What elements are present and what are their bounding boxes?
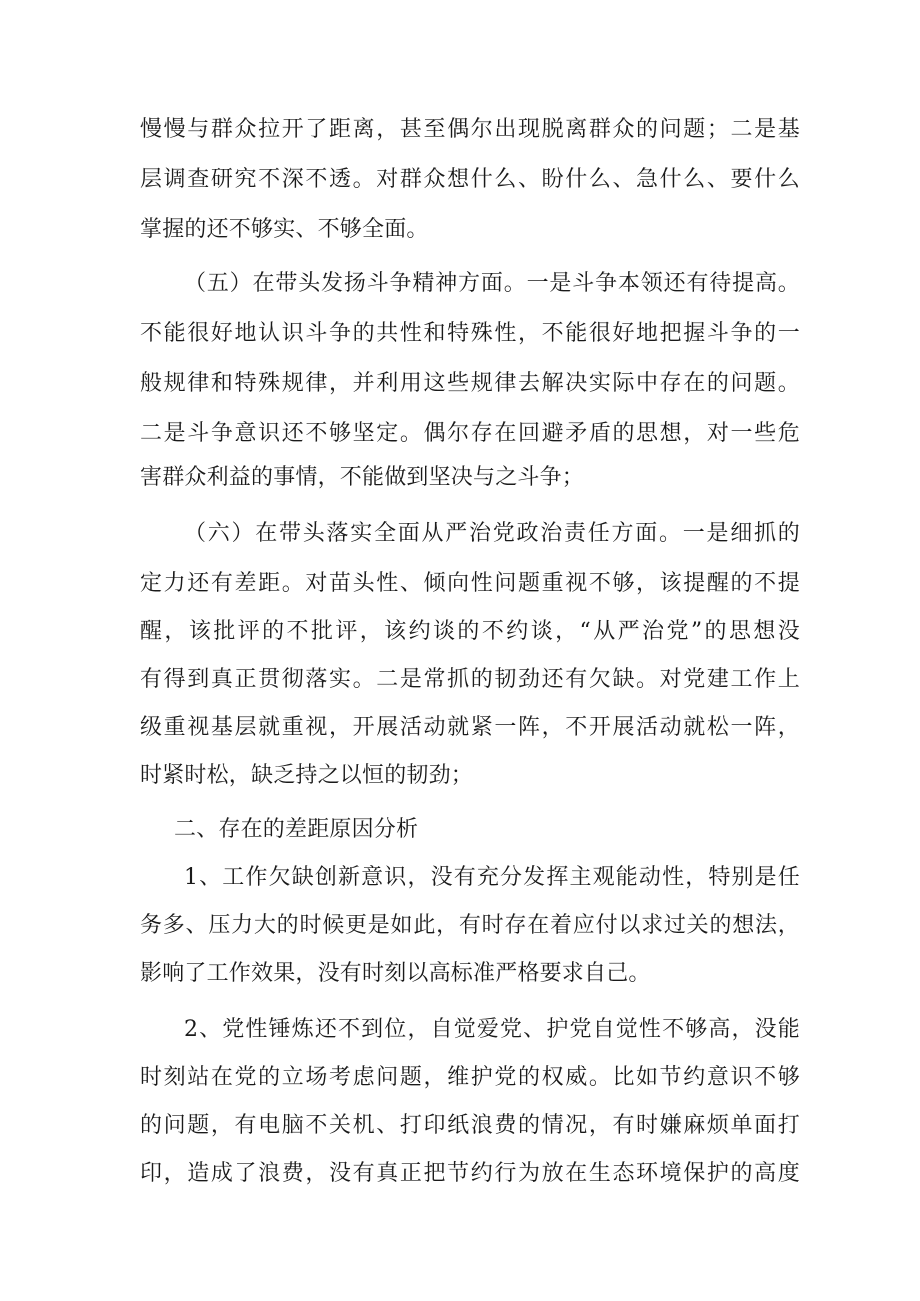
text-line-21: 的问题，有电脑不关机、打印纸浪费的情况，有时嫌麻烦单面打 — [140, 1113, 800, 1138]
text-line-18: 影响了工作效果，没有时刻以高标准严格要求自己。 — [140, 961, 651, 986]
text-line-19: 2、党性锤炼还不到位，自觉爱党、护党自觉性不够高，没能 — [184, 1017, 800, 1042]
text-line-17: 务多、压力大的时候更是如此，有时存在着应付以求过关的想法， — [140, 913, 800, 938]
section-heading: 二、存在的差距原因分析 — [174, 817, 419, 842]
text-line-8: 害群众利益的事情，不能做到坚决与之斗争； — [140, 465, 585, 490]
text-line-11: 醒，该批评的不批评，该约谈的不约谈，“从严治党”的思想没 — [140, 619, 800, 644]
text-line-1: 慢慢与群众拉开了距离，甚至偶尔出现脱离群众的问题；二是基 — [140, 117, 800, 142]
text-line-9: （六）在带头落实全面从严治党政治责任方面。一是细抓的 — [184, 521, 800, 546]
text-line-10: 定力还有差距。对苗头性、倾向性问题重视不够，该提醒的不提 — [140, 571, 800, 596]
text-line-4: （五）在带头发扬斗争精神方面。一是斗争本领还有待提高。 — [184, 271, 800, 296]
text-line-6: 般规律和特殊规律，并利用这些规律去解决实际中存在的问题。 — [140, 371, 800, 396]
text-line-22: 印，造成了浪费，没有真正把节约行为放在生态环境保护的高度 — [140, 1161, 800, 1186]
text-line-16: 1、工作欠缺创新意识，没有充分发挥主观能动性，特别是任 — [184, 865, 800, 890]
text-line-3: 掌握的还不够实、不够全面。 — [140, 217, 429, 242]
text-line-5: 不能很好地认识斗争的共性和特殊性，不能很好地把握斗争的一 — [140, 321, 800, 346]
text-line-14: 时紧时松，缺乏持之以恒的韧劲； — [140, 763, 474, 788]
text-line-12: 有得到真正贯彻落实。二是常抓的韧劲还有欠缺。对党建工作上 — [140, 667, 800, 692]
text-line-2: 层调查研究不深不透。对群众想什么、盼什么、急什么、要什么 — [140, 167, 800, 192]
text-line-13: 级重视基层就重视，开展活动就紧一阵，不开展活动就松一阵， — [140, 715, 800, 740]
text-line-7: 二是斗争意识还不够坚定。偶尔存在回避矛盾的思想，对一些危 — [140, 421, 800, 446]
text-line-20: 时刻站在党的立场考虑问题，维护党的权威。比如节约意识不够 — [140, 1065, 800, 1090]
